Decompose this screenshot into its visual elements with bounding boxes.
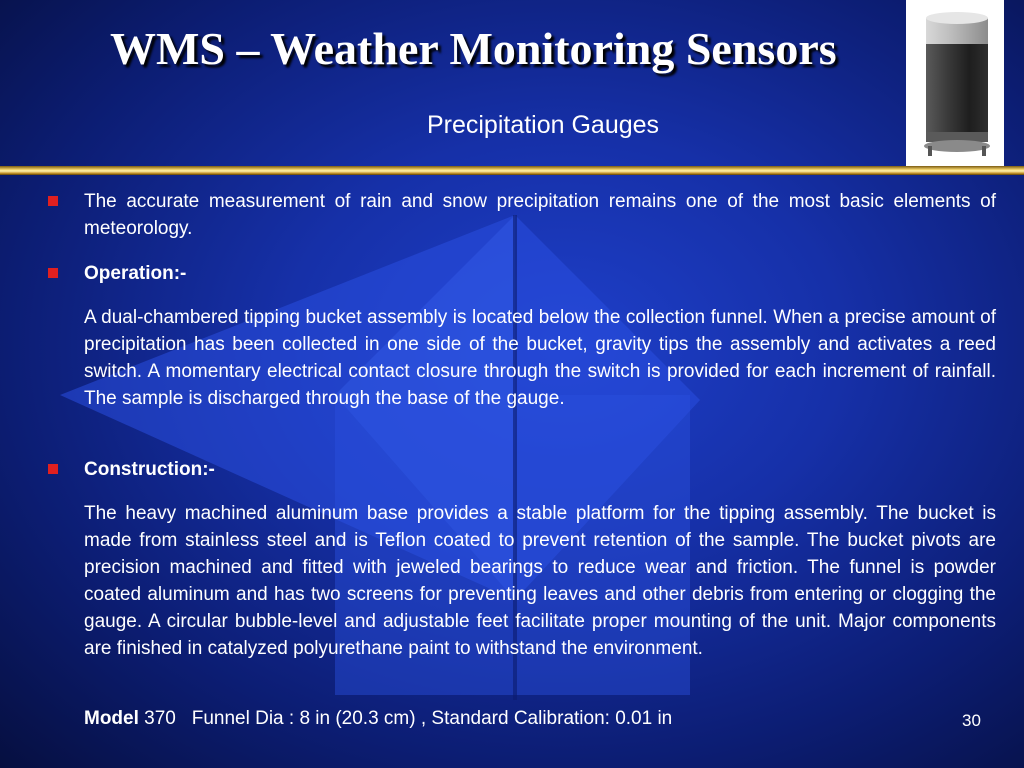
operation-heading: Operation:-: [84, 263, 187, 284]
model-number: 370: [144, 708, 176, 729]
model-line: [84, 708, 672, 730]
slide-title: WMS – Weather Monitoring Sensors: [110, 23, 837, 74]
page-number: 30: [962, 711, 981, 730]
slide-subtitle: Precipitation Gauges: [426, 111, 660, 139]
intro-text: The accurate measurement of rain and snow precipitation remains one of the most basic elements of meteorology.: [84, 191, 996, 239]
rain-gauge-photo: [906, 0, 1004, 168]
model-details: Funnel Dia : 8 in (20.3 cm) , Standard Calibration: 0.01 in: [191, 708, 673, 729]
construction-text: The heavy machined aluminum base provides a stable platform for the tipping assembly. The bucket is made from stainless steel and is Teflon coated to prevent retention of the sample. The bucket pivots are precision machined and fitted with jeweled bearings to reduce wear and friction. The funnel is powder coated aluminum and has two screens for preventing leaves and other debris from entering or clogging the gauge. A circular bubble-level and adjustable feet facilitate proper mounting of the unit. Major components are finished in catalyzed polyurethane paint to withstand the environment.: [84, 503, 996, 659]
bullet-icon: [48, 196, 58, 206]
model-label: Model: [84, 708, 139, 729]
bullet-icon: [48, 268, 58, 278]
divider-rule: [0, 166, 1024, 175]
construction-heading: Construction:-: [84, 459, 215, 480]
bullet-icon: [48, 464, 58, 474]
operation-text: A dual-chambered tipping bucket assembly is located below the collection funnel. When a precise amount of precipitation has been collected in one side of the bucket, gravity tips the assembly and activates a reed switch. A momentary electrical contact closure through the switch is provided for each increment of rainfall. The sample is discharged through the base of the gauge.: [84, 307, 996, 409]
